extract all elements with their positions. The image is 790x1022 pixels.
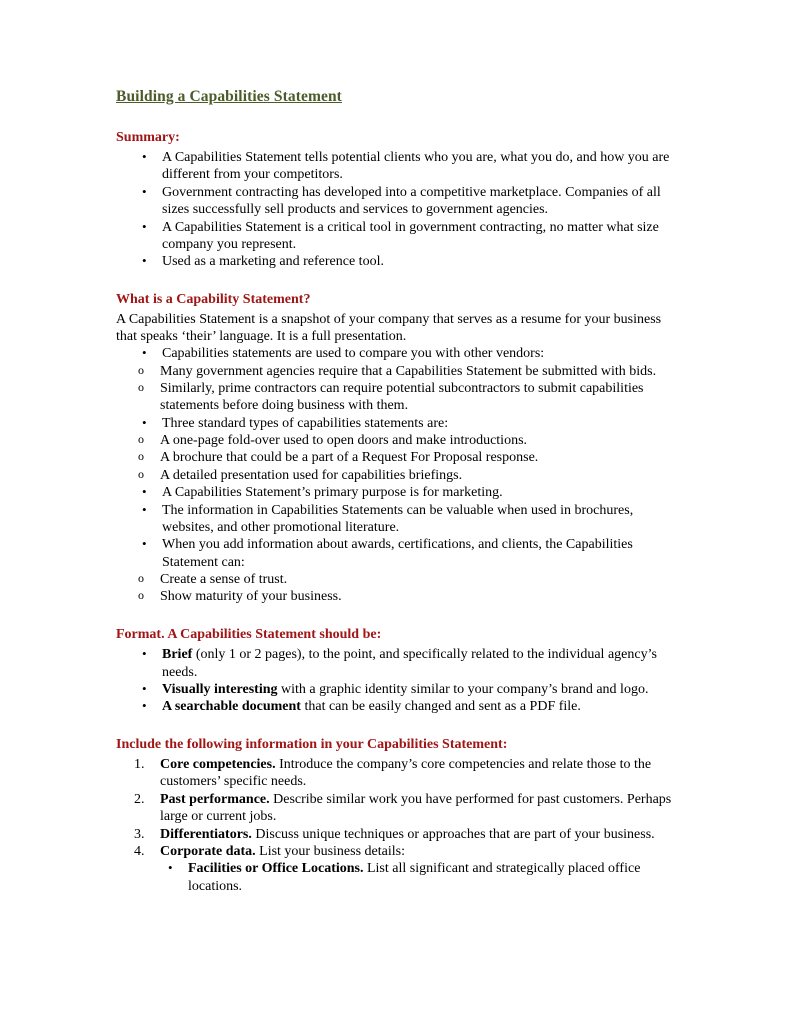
summary-bullet-list (116, 149, 674, 271)
hollow-bullet-icon: o (138, 362, 144, 377)
list-item (116, 149, 674, 184)
list-item (116, 219, 674, 254)
what-is-heading: What is a Capability Statement? (116, 291, 311, 307)
list-item (116, 484, 674, 501)
what-is-sublist-0 (116, 363, 674, 415)
include-numbered-list (116, 756, 674, 860)
what-is-intro-paragraph: A Capabilities Statement is a snapshot of your company that serves as a resume for your business that speaks ‘their’ language. It is a full presentation. (116, 312, 662, 345)
list-item-lead: Facilities or Office Locations. (188, 861, 364, 877)
document-body (116, 88, 674, 895)
list-item (116, 502, 674, 537)
list-number: 3. (134, 826, 145, 842)
list-item (116, 432, 674, 449)
list-item-text: A one-page fold-over used to open doors and make introductions. (160, 433, 528, 449)
list-item-text: with a graphic identity similar to your company’s brand and logo. (277, 681, 649, 697)
list-item-text: Many government agencies require that a Capabilities Statement be submitted with bids. (160, 363, 657, 379)
list-item-text: that can be easily changed and sent as a PDF file. (300, 699, 581, 715)
list-item-text: Introduce the company’s core competencies and relate those to the customers’ specific needs. (160, 757, 652, 790)
include-heading: Include the following information in your Capabilities Statement: (116, 736, 508, 752)
hollow-bullet-icon: o (138, 570, 144, 585)
hollow-bullet-icon: o (138, 466, 144, 481)
list-item-text: (only 1 or 2 pages), to the point, and specifically related to the individual agency’s needs. (162, 647, 657, 680)
list-item-text: Capabilities statements are used to compare you with other vendors: (162, 346, 545, 362)
list-item-text: Similarly, prime contractors can require potential subcontractors to submit capabilities statements before doing business with them. (160, 380, 644, 414)
list-item-lead: Past performance. (160, 791, 270, 807)
bullet-icon: • (142, 345, 147, 361)
list-item (116, 253, 674, 270)
bullet-icon: • (142, 149, 147, 165)
list-item-lead: Differentiators. (160, 826, 252, 842)
list-item (116, 646, 674, 681)
hollow-bullet-icon: o (138, 432, 144, 447)
list-item (116, 698, 674, 715)
list-item-text: List all significant and strategically placed office locations. (188, 861, 641, 894)
list-item-text: Describe similar work you have performed for past customers. Perhaps large or current jobs. (160, 791, 672, 825)
bullet-icon: • (142, 646, 147, 662)
list-item-lead: Brief (162, 647, 193, 663)
list-item (116, 756, 674, 791)
list-item-text: Show maturity of your business. (160, 589, 342, 605)
hollow-bullet-icon: o (138, 449, 144, 464)
list-item-text: Government contracting has developed into a competitive marketplace. Companies of all sizes successfully sell products and services to government agencies. (162, 184, 661, 218)
list-item-text: When you add information about awards, certifications, and clients, the Capabilities Statement can: (162, 537, 633, 570)
list-item (116, 843, 674, 860)
bullet-icon: • (142, 698, 147, 714)
list-item-text: Discuss unique techniques or approaches that are part of your business. (251, 826, 655, 842)
list-item-text: List your business details: (255, 843, 405, 859)
bullet-icon: • (142, 253, 147, 269)
format-bullet-list (116, 646, 674, 715)
list-number: 4. (134, 843, 145, 859)
list-item (116, 449, 674, 466)
list-item-lead: A searchable document (162, 699, 301, 715)
list-item (116, 415, 674, 432)
list-item (116, 860, 674, 895)
hollow-bullet-icon: o (138, 379, 144, 394)
bullet-icon: • (142, 680, 147, 696)
bullet-icon: • (142, 501, 147, 517)
list-item (116, 363, 674, 380)
list-item (116, 345, 674, 362)
bullet-icon: • (142, 536, 147, 552)
list-item-text: A brochure that could be a part of a Request For Proposal response. (160, 450, 539, 466)
list-item-text: Three standard types of capabilities statements are: (162, 415, 449, 431)
list-item-text: A detailed presentation used for capabilities briefings. (160, 467, 463, 483)
bullet-icon: • (168, 860, 173, 876)
what-is-bullet-list-2 (116, 415, 674, 432)
include-sublist-4 (116, 860, 674, 895)
hollow-bullet-icon: o (138, 588, 144, 603)
list-item (116, 184, 674, 219)
list-item-text: Create a sense of trust. (160, 571, 288, 587)
list-item-text: A Capabilities Statement tells potential clients who you are, what you do, and how you are different from your competitors. (162, 150, 670, 183)
list-item (116, 588, 674, 605)
what-is-sublist-4 (116, 571, 674, 606)
what-is-bullet-list-3 (116, 484, 674, 571)
bullet-icon: • (142, 484, 147, 500)
list-item (116, 791, 674, 826)
what-is-sublist-1 (116, 432, 674, 484)
list-item-lead: Visually interesting (162, 681, 278, 697)
bullet-icon: • (142, 183, 147, 199)
list-item (116, 380, 674, 415)
list-number: 1. (134, 757, 145, 773)
list-item (116, 826, 674, 843)
list-item-text: A Capabilities Statement’s primary purpose is for marketing. (162, 485, 503, 501)
list-item-lead: Core competencies. (160, 757, 276, 773)
list-item-text: The information in Capabilities Statements can be valuable when used in brochures, websites, and other promotional literature. (162, 502, 634, 535)
list-item (116, 467, 674, 484)
page-title: Building a Capabilities Statement (116, 88, 342, 105)
list-item-text: A Capabilities Statement is a critical tool in government contracting, no matter what size company you represent. (162, 219, 659, 252)
format-heading: Format. A Capabilities Statement should be: (116, 626, 382, 642)
list-number: 2. (134, 791, 145, 807)
list-item-lead: Corporate data. (160, 843, 256, 859)
list-item (116, 536, 674, 571)
summary-heading: Summary: (116, 129, 180, 145)
what-is-bullet-list (116, 345, 674, 362)
list-item (116, 681, 674, 698)
list-item-text: Used as a marketing and reference tool. (162, 254, 384, 270)
list-item (116, 571, 674, 588)
bullet-icon: • (142, 218, 147, 234)
bullet-icon: • (142, 414, 147, 430)
